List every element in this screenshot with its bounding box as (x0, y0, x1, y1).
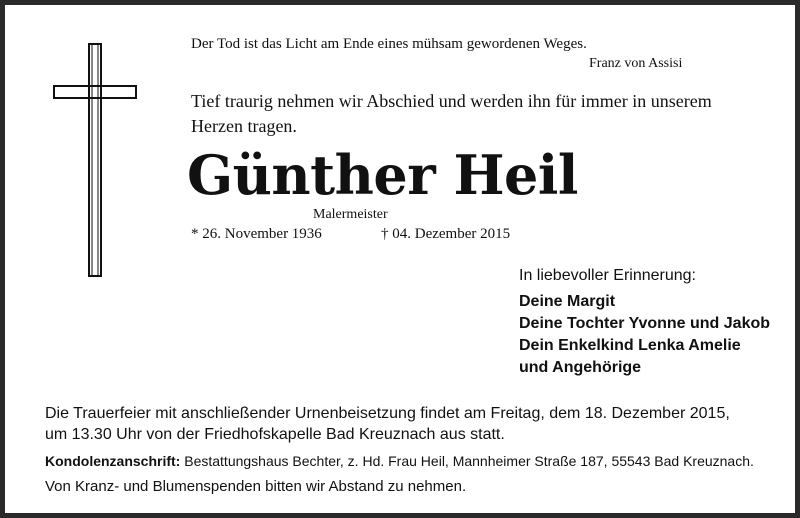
farewell-text: Tief traurig nehmen wir Abschied und werden ihn für immer in unserem Herzen tragen. (191, 91, 712, 136)
quote-author: Franz von Assisi (589, 56, 683, 71)
death-date: † 04. Dezember 2015 (381, 226, 511, 242)
mourner-name: und Angehörige (519, 359, 642, 376)
mourner-name: Dein Enkelkind Lenka Amelie (519, 337, 741, 354)
cross-icon (53, 43, 137, 277)
quote-text: Der Tod ist das Licht am Ende eines mühsam gewordenen Weges. (191, 36, 587, 52)
deceased-profession: Malermeister (313, 207, 388, 222)
mourners-list (519, 291, 770, 379)
funeral-service-info (45, 403, 730, 445)
condolence-address (45, 453, 754, 469)
memory-title: In liebevoller Erinnerung: (519, 267, 696, 284)
service-line: um 13.30 Uhr von der Friedhofskapelle Bad Kreuznach aus statt. (45, 426, 505, 443)
mourner-name: Deine Tochter Yvonne und Jakob (519, 315, 771, 332)
birth-date: * 26. November 1936 (191, 226, 322, 242)
deceased-name: Günther Heil (187, 143, 578, 207)
flowers-note: Von Kranz- und Blumenspenden bitten wir Abstand zu nehmen. (45, 478, 467, 495)
condolence-address-text: Bestattungshaus Bechter, z. Hd. Frau Heil, Mannheimer Straße 187, 55543 Bad Kreuznach. (184, 453, 754, 469)
condolence-label: Kondolenzanschrift: (45, 453, 181, 469)
service-line: Die Trauerfeier mit anschließender Urnenbeisetzung findet am Freitag, dem 18. Dezember 2015, (45, 405, 730, 422)
mourner-name: Deine Margit (519, 293, 616, 310)
